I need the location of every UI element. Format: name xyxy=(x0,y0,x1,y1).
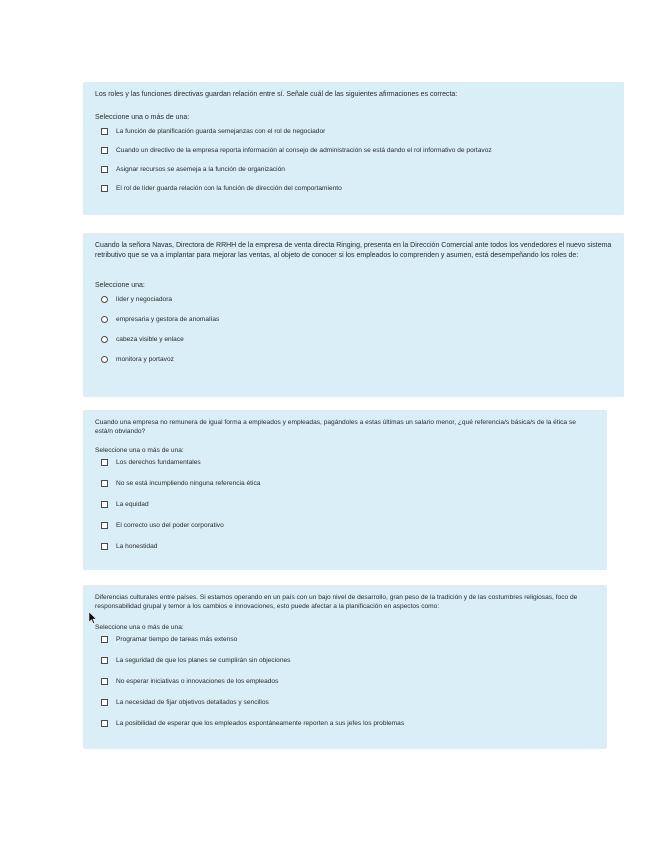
answer-option[interactable] xyxy=(101,314,612,324)
option-label: La seguridad de que los planes se cumplirán sin objeciones xyxy=(116,656,291,664)
option-label: cabeza visible y enlace xyxy=(116,335,184,343)
option-label: La función de planificación guarda semejanzas con el rol de negociador xyxy=(116,127,326,135)
option-label: monitora y portavoz xyxy=(116,355,174,363)
question-card-1 xyxy=(83,82,624,215)
radio-button[interactable] xyxy=(101,316,108,323)
question-text: Los roles y las funciones directivas guardan relación entre sí. Señale cuál de las siguientes afirmaciones es correcta: xyxy=(95,91,458,98)
answer-option[interactable] xyxy=(101,676,595,686)
radio-button[interactable] xyxy=(101,336,108,343)
radio-button[interactable] xyxy=(101,356,108,363)
answer-option[interactable] xyxy=(101,655,595,665)
option-label: Programar tiempo de tareas más extenso xyxy=(116,635,238,643)
answer-option[interactable] xyxy=(101,718,595,728)
answer-option[interactable] xyxy=(101,541,595,551)
checkbox[interactable] xyxy=(101,657,108,664)
answer-option[interactable] xyxy=(101,634,595,644)
checkbox[interactable] xyxy=(101,166,108,173)
checkbox[interactable] xyxy=(101,501,108,508)
option-label: No esperar iniciativas o innovaciones de los empleados xyxy=(116,677,279,685)
question-instruction: Seleccione una o más de una: xyxy=(95,624,184,631)
checkbox[interactable] xyxy=(101,128,108,135)
answer-option[interactable] xyxy=(101,697,595,707)
answer-option[interactable] xyxy=(101,354,612,364)
option-label: La equidad xyxy=(116,500,149,508)
option-label: La posibilidad de esperar que los empleados espontáneamente reporten a sus jefes los problemas xyxy=(116,719,405,727)
checkbox[interactable] xyxy=(101,543,108,550)
checkbox[interactable] xyxy=(101,636,108,643)
option-label: Los derechos fundamentales xyxy=(116,458,201,466)
checkbox[interactable] xyxy=(101,480,108,487)
checkbox[interactable] xyxy=(101,720,108,727)
option-label: Asignar recursos se asemeja a la función de organización xyxy=(116,165,285,173)
checkbox[interactable] xyxy=(101,185,108,192)
option-label: No se está incumpliendo ninguna referencia ética xyxy=(116,479,261,487)
mouse-pointer-icon xyxy=(89,612,97,624)
option-label: El rol de líder guarda relación con la función de dirección del comportamiento xyxy=(116,184,342,192)
question-text: Diferencias culturales entre países. Si estamos operando en un país con un bajo nivel de desarrollo, gran peso de la tradición y de las costumbres religiosas, foco de responsabilidad grupal y temor a los cambios e innovaciones, esto puede afectar a la planificación en aspectos como: xyxy=(95,594,578,610)
question-instruction: Seleccione una o más de una: xyxy=(95,447,184,454)
checkbox[interactable] xyxy=(101,699,108,706)
option-label: El correcto uso del poder corporativo xyxy=(116,521,224,529)
question-text: Cuando la señora Navas, Directora de RRHH de la empresa de venta directa Ringing, presenta en la Dirección Comercial ante todos los vendedores el nuevo sistema retributivo que se va a implantar para mejorar las ventas, al objeto de conocer si los empleados lo comprenden y asumen, está desempeñando los roles de: xyxy=(95,242,612,259)
answer-option[interactable] xyxy=(101,499,595,509)
option-label: La necesidad de fijar objetivos detallados y sencillos xyxy=(116,698,269,706)
checkbox[interactable] xyxy=(101,522,108,529)
answer-option[interactable] xyxy=(101,520,595,530)
answer-option[interactable] xyxy=(101,457,595,467)
question-card-4 xyxy=(83,585,607,749)
checkbox[interactable] xyxy=(101,147,108,154)
option-label: líder y negociadora xyxy=(116,295,173,303)
question-text: Cuando una empresa no remunera de igual forma a empleados y empleadas, pagándoles a estas últimas un salario menor, ¿qué referencia/s básica/s de la ética se está/n obviando? xyxy=(95,419,576,435)
answer-option[interactable] xyxy=(101,145,612,155)
question-card-3 xyxy=(83,410,607,570)
question-instruction: Seleccione una: xyxy=(95,282,145,289)
answer-option[interactable] xyxy=(101,334,612,344)
option-label: Cuando un directivo de la empresa reporta información al consejo de administración se está dando el rol informativo de portavoz xyxy=(116,146,492,154)
checkbox[interactable] xyxy=(101,678,108,685)
answer-option[interactable] xyxy=(101,183,612,193)
radio-button[interactable] xyxy=(101,296,108,303)
question-instruction: Seleccione una o más de una: xyxy=(95,114,190,121)
question-card-2 xyxy=(83,233,624,397)
answer-option[interactable] xyxy=(101,164,612,174)
answer-option[interactable] xyxy=(101,478,595,488)
answer-option[interactable] xyxy=(101,126,612,136)
answer-option[interactable] xyxy=(101,294,612,304)
checkbox[interactable] xyxy=(101,459,108,466)
option-label: empresaria y gestora de anomalías xyxy=(116,315,220,323)
option-label: La honestidad xyxy=(116,542,158,550)
